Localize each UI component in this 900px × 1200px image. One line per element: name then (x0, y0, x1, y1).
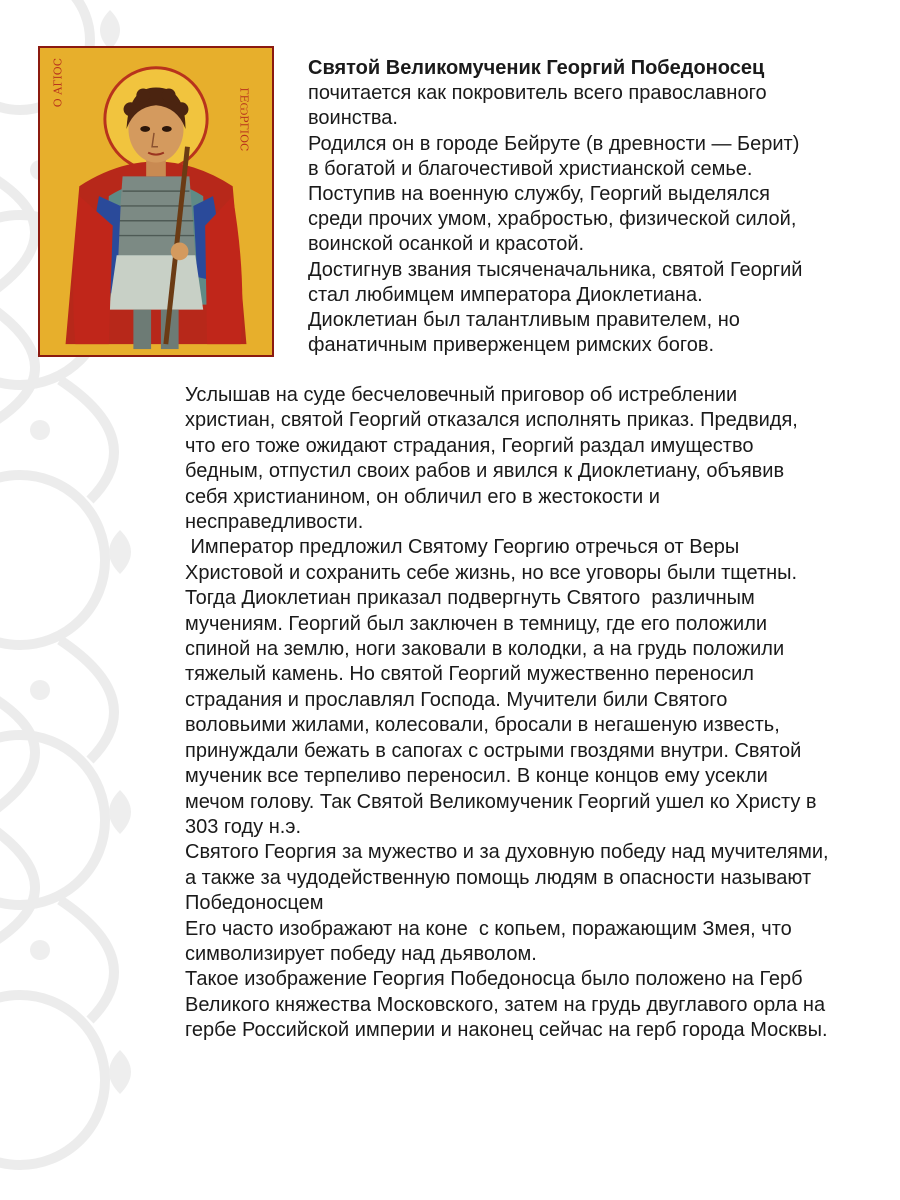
intro-line: Родился он в городе Бейруте (в древности — Берит) (308, 132, 800, 155)
intro-line: Достигнув звания тысяченачальника, святой Георгий (308, 258, 803, 281)
body-line: а также за чудодейственную помощь людям в опасности называют (185, 866, 812, 889)
intro-line: фанатичным приверженцем римских богов. (308, 334, 715, 357)
body-line: Тогда Диоклетиан приказал подвергнуть Святого различным (185, 587, 755, 610)
body-line: символизирует победу над дьяволом. (185, 942, 537, 965)
page-title: Святой Великомученик Георгий Победоносец (308, 57, 765, 79)
body-line: спиной на землю, ноги заковали в колодки, а на грудь положили (185, 638, 785, 661)
body-line: что его тоже ожидают страдания, Георгий раздал имущество (185, 434, 754, 457)
intro-line: в богатой и благочестивой христианской семье. (308, 157, 753, 180)
body-line: бедным, отпустил своих рабов и явился к Диоклетиану, объявив (185, 460, 785, 483)
body-line: несправедливости. (185, 511, 364, 534)
body-line: мучениям. Георгий был заключен в темницу, где его положили (185, 612, 768, 635)
icon-inscription-left: О АГІОС (51, 57, 65, 108)
intro-line: стал любимцем императора Диоклетиана. (308, 283, 703, 306)
body-line: Услышав на суде бесчеловечный приговор об истреблении (185, 384, 738, 406)
body-line: Святого Георгия за мужество и за духовную победу над мучителями, (185, 841, 829, 864)
body-line: воловьими жилами, колесовали, бросали в негашеную известь, (185, 714, 780, 737)
body-line: Христовой и сохранить себе жизнь, но все уговоры были тщетны. (185, 561, 798, 584)
icon-inscription-right: ГЕѠРГІОС (237, 87, 251, 152)
intro-line: Поступив на военную службу, Георгий выделялся (308, 183, 770, 206)
intro-line: почитается как покровитель всего православного (308, 82, 767, 105)
intro-paragraph (308, 56, 868, 358)
body-line: принуждали бежать в сапогах с острыми гвоздями внутри. Святой (185, 739, 802, 762)
body-line: Его часто изображают на коне с копьем, поражающим Змея, что (185, 917, 792, 940)
body-line: страдания и прославлял Господа. Мучители били Святого (185, 688, 728, 711)
body-line: тяжелый камень. Но святой Георгий мужественно переносил (185, 663, 754, 686)
body-line: мечом голову. Так Святой Великомученик Георгий ушел ко Христу в (185, 790, 817, 813)
body-text (185, 383, 885, 1044)
intro-line: воинской осанкой и красотой. (308, 233, 585, 256)
intro-line: среди прочих умом, храбростью, физической силой, (308, 208, 797, 231)
body-line: 303 году н.э. (185, 815, 302, 838)
intro-line: Диоклетиан был талантливым правителем, но (308, 309, 740, 332)
body-line: Великого княжества Московского, затем на грудь двуглавого орла на (185, 993, 826, 1016)
body-line: себя христианином, он обличил его в жестокости и (185, 485, 660, 508)
body-line: Император предложил Святому Георгию отречься от Веры (185, 536, 740, 559)
body-line: мученик все терпеливо переносил. В конце концов ему усекли (185, 765, 768, 788)
body-line: Победоносцем (185, 892, 324, 915)
body-line: христиан, святой Георгий отказался исполнять приказ. Предвидя, (185, 409, 798, 432)
intro-line: воинства. (308, 107, 398, 130)
saint-george-icon-image (38, 46, 274, 357)
body-line: Такое изображение Георгия Победоносца было положено на Герб (185, 968, 803, 991)
body-line: гербе Российской империи и наконец сейчас на герб города Москвы. (185, 1019, 828, 1042)
